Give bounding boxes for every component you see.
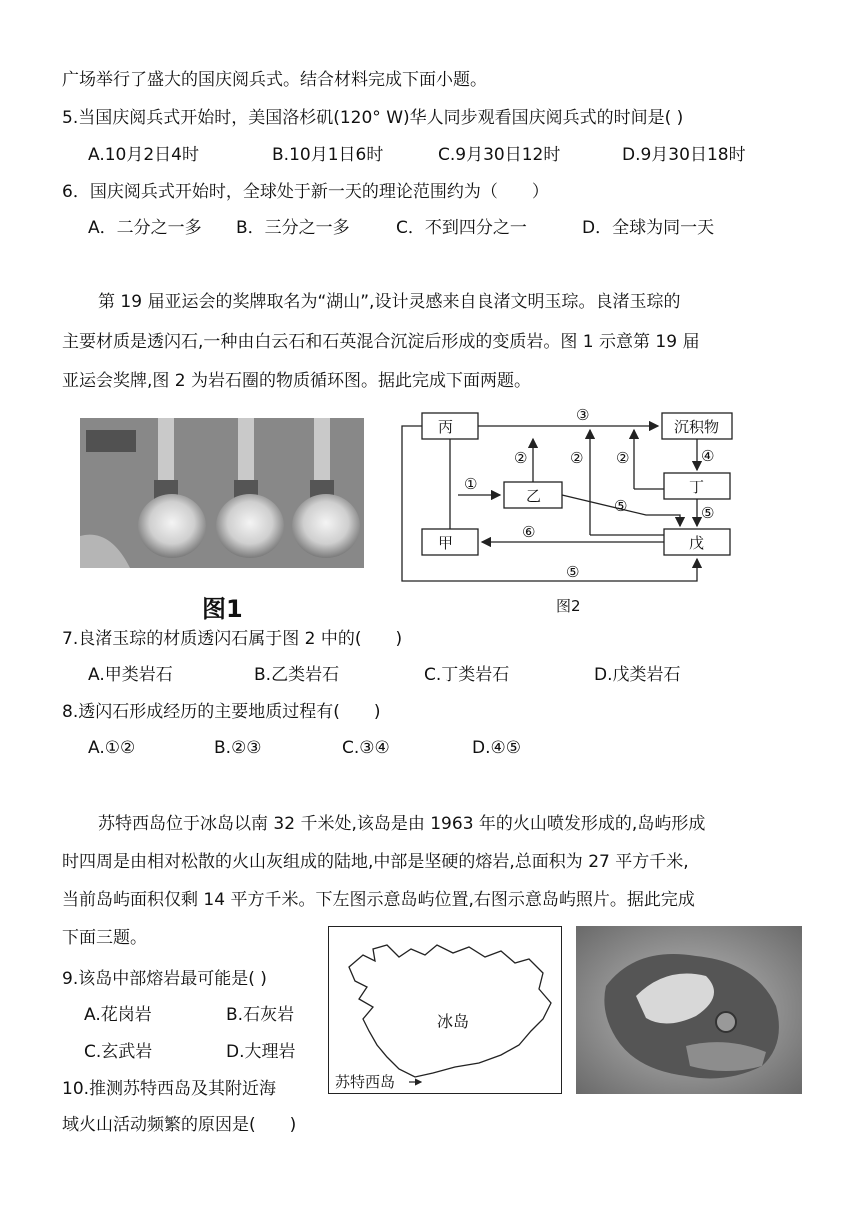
q8-option-c: C.③④ [342,738,390,758]
label-2c: ② [616,449,630,467]
figure-2-caption: 图2 [556,597,581,615]
q6-option-b: B．三分之一多 [236,218,350,238]
label-jia: 甲 [438,534,454,552]
label-5b: ⑤ [614,497,628,515]
q7-option-d: D.戊类岩石 [594,665,681,685]
label-ding: 丁 [689,478,705,496]
label-5a: ⑤ [701,504,715,522]
surtsey-label: 苏特西岛 [335,1073,396,1091]
passage-2-line-3: 亚运会奖牌,图 2 为岩石圈的物质循环图。据此完成下面两题。 [62,371,532,391]
passage-3-line-2: 时四周是由相对松散的火山灰组成的陆地,中部是坚硬的熔岩,总面积为 27 平方千米, [62,852,689,872]
q6-option-a: A．二分之一多 [88,218,202,238]
label-wu: 戊 [689,534,705,552]
q5-option-b: B.10月1日6时 [272,145,384,165]
label-5c: ⑤ [566,563,580,581]
label-2b: ② [570,449,584,467]
question-6-stem: 6．国庆阅兵式开始时，全球处于新一天的理论范围约为（ ） [62,182,549,202]
label-4: ④ [701,447,715,465]
surtsey-island-photo [576,926,802,1094]
q5-option-d: D.9月30日18时 [622,145,746,165]
label-yi: 乙 [526,487,542,505]
iceland-label: 冰岛 [437,1012,470,1031]
q8-option-d: D.④⑤ [472,738,521,758]
q5-option-a: A.10月2日4时 [88,145,199,165]
passage-3-line-1: 苏特西岛位于冰岛以南 32 千米处,该岛是由 1963 年的火山喷发形成的,岛屿形成 [98,814,706,834]
figure-1-caption: 图1 [202,595,243,623]
intro-text: 广场举行了盛大的国庆阅兵式。结合材料完成下面小题。 [62,70,487,90]
iceland-outline [349,945,551,1077]
label-1: ① [464,475,478,493]
q7-option-c: C.丁类岩石 [424,665,510,685]
q9-option-d: D.大理岩 [226,1042,296,1062]
q7-option-b: B.乙类岩石 [254,665,340,685]
medals-image [80,418,364,568]
question-10-stem-line-2: 域火山活动频繁的原因是( ) [62,1115,297,1135]
passage-3-line-4: 下面三题。 [62,928,147,948]
question-7-stem: 7.良渚玉琮的材质透闪石属于图 2 中的( ) [62,629,403,649]
passage-3-line-3: 当前岛屿面积仅剩 14 平方千米。下左图示意岛屿位置,右图示意岛屿照片。据此完成 [62,890,695,910]
figure-2-rock-cycle-diagram [400,405,760,585]
question-9-stem: 9.该岛中部熔岩最可能是( ) [62,969,267,989]
q8-option-a: A.①② [88,738,136,758]
question-5-stem: 5.当国庆阅兵式开始时，美国洛杉矶(120° W)华人同步观看国庆阅兵式的时间是( ) [62,108,684,128]
label-sediment: 沉积物 [674,418,720,436]
label-bing: 丙 [438,418,454,436]
q5-option-c: C.9月30日12时 [438,145,561,165]
label-2a: ② [514,449,528,467]
passage-2-line-1: 第 19 届亚运会的奖牌取名为“湖山”,设计灵感来自良渚文明玉琮。良渚玉琮的 [98,292,681,312]
q8-option-b: B.②③ [214,738,262,758]
passage-2-line-2: 主要材质是透闪石,一种由白云石和石英混合沉淀后形成的变质岩。图 1 示意第 19 届 [62,332,700,352]
q9-option-b: B.石灰岩 [226,1005,295,1025]
q6-option-d: D．全球为同一天 [582,218,715,238]
iceland-location-map [328,926,562,1094]
q7-option-a: A.甲类岩石 [88,665,173,685]
label-6: ⑥ [522,523,536,541]
figure-1-medals-photo [80,418,364,568]
question-8-stem: 8.透闪石形成经历的主要地质过程有( ) [62,702,381,722]
label-3: ③ [576,406,590,424]
q6-option-c: C．不到四分之一 [396,218,527,238]
q9-option-a: A.花岗岩 [84,1005,152,1025]
q9-option-c: C.玄武岩 [84,1042,153,1062]
question-10-stem-line-1: 10.推测苏特西岛及其附近海 [62,1079,277,1099]
